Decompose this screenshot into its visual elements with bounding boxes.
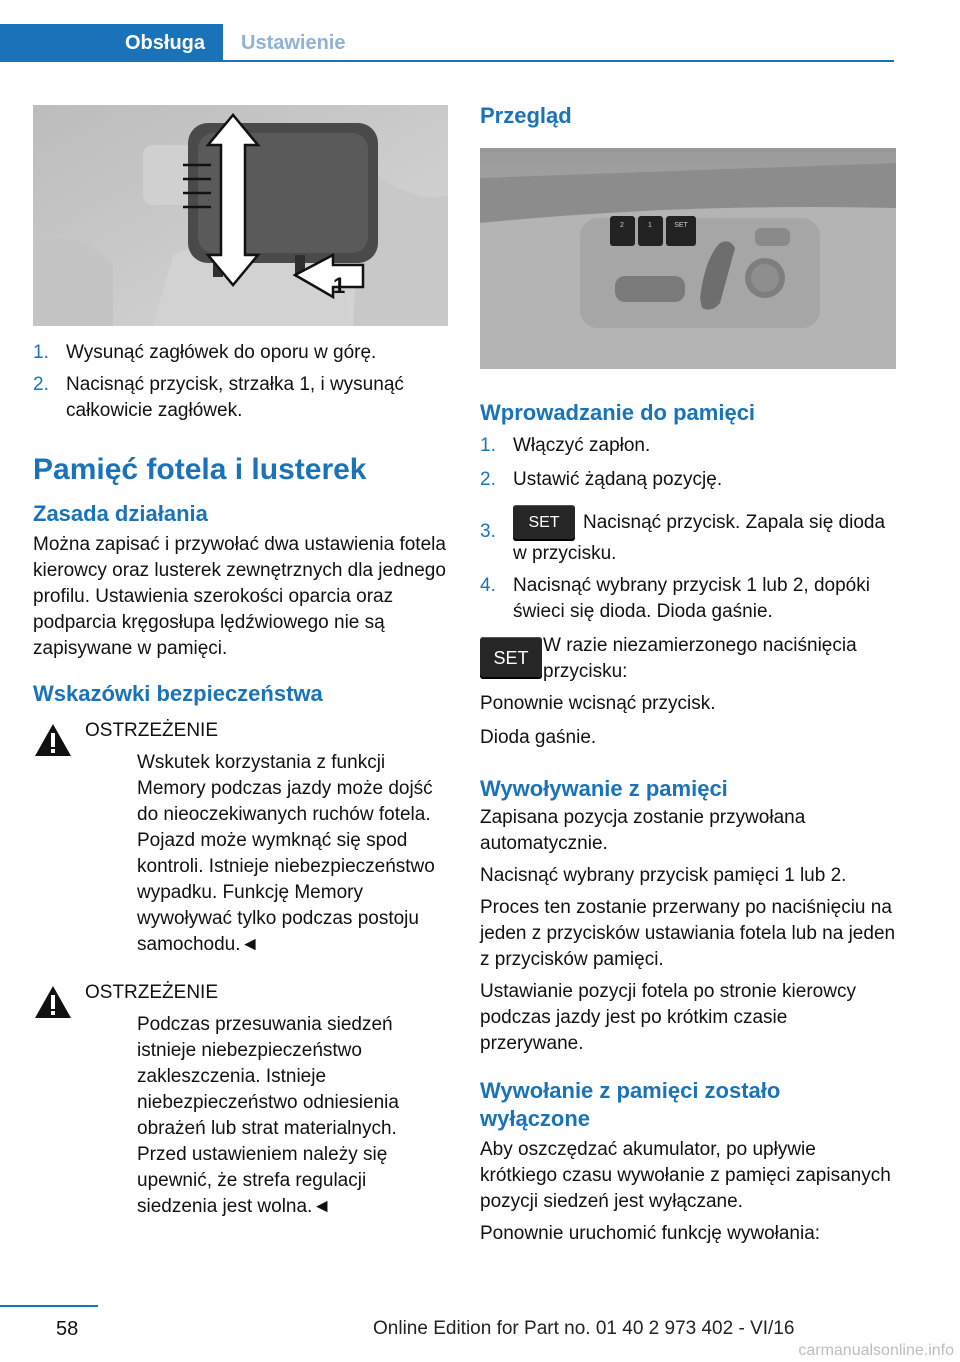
page-number: 58 [56, 1318, 79, 1340]
recall-text: Nacisnąć wybrany przycisk pamięci 1 lub 2. [480, 865, 847, 886]
watermark: carmanualsonline.info [798, 1342, 954, 1359]
accidental-text: W razie niezamierzonego naciśnięcia przycisku: [543, 635, 857, 682]
right-column [480, 100, 896, 1247]
list-item: 3. SET Nacisnąć przycisk. Zapala się dioda w przycisku. [480, 505, 896, 567]
recall-heading: Wywoływanie z pamięci [480, 776, 728, 801]
set-button: SET [480, 637, 542, 679]
photo-callout-label: 1 [333, 273, 346, 298]
edition-text: Online Edition for Part no. 01 40 2 973 402 - VI/16 [373, 1318, 795, 1339]
overview-heading: Przegląd [480, 103, 572, 128]
set-button: SET [513, 505, 575, 541]
warning-title: OSTRZEŻENIE [85, 982, 219, 1003]
principle-heading: Zasada działania [33, 501, 208, 526]
list-item: 4. Nacisnąć wybrany przycisk 1 lub 2, dopóki świeci się dioda. Dioda gaśnie. [480, 575, 870, 622]
headrest-photo [33, 105, 448, 326]
recall-text: Proces ten zostanie przerwany po naciśnięciu na jeden z przycisków ustawiania fotela lub na jeden z przycisków pamięci. [480, 897, 896, 970]
section-heading: Pamięć fotela i lusterek [33, 453, 367, 486]
tab-underline [223, 60, 894, 62]
headrest-steps [33, 340, 448, 424]
warning-triangle-icon [33, 984, 73, 1020]
tab-ustawienie[interactable]: Ustawienie [241, 31, 346, 54]
recall-text: Zapisana pozycja zostanie przywołana automatycznie. [480, 807, 806, 854]
list-item: 1. Wysunąć zagłówek do oporu w górę. [33, 342, 377, 363]
list-item: 2. Ustawić żądaną pozycję. [480, 469, 723, 490]
warning-block [33, 718, 448, 958]
disabled-text: Aby oszczędzać akumulator, po upływie krótkiego czasu wywołanie z pamięci zapisanych pozycji siedzeń jest wyłączane. [480, 1139, 891, 1212]
accidental-press-note [480, 633, 896, 685]
store-steps [480, 433, 896, 625]
safety-heading: Wskazówki bezpieczeństwa [33, 681, 323, 706]
left-column [33, 105, 448, 1220]
list-item: 2. Nacisnąć przycisk, strzałka 1, i wysunąć całkowicie zagłówek. [33, 374, 404, 421]
principle-text: Można zapisać i przywołać dwa ustawienia fotela kierowcy oraz lusterek zewnętrznych dla jednego profilu. Ustawienia szerokości oparcia oraz podparcia kręgosłupa lędźwiowego nie są zapisywane w pamięci. [33, 534, 446, 659]
footer-line [0, 1305, 98, 1307]
seat-controls-photo [480, 148, 896, 369]
led-off-text: Dioda gaśnie. [480, 727, 597, 748]
svg-text:1: 1 [648, 222, 652, 229]
warning-block [33, 980, 448, 1220]
warning-title: OSTRZEŻENIE [85, 720, 219, 741]
disabled-heading: Wywołanie z pamięci zostało wyłączone [480, 1078, 781, 1131]
svg-text:SET: SET [674, 222, 688, 229]
warning-text: Wskutek korzystania z funkcji Memory podczas jazdy może dojść do nieoczekiwanych ruchów fotela. Pojazd może wymknąć się spod kontroli. Istnieje niebezpieczeństwo wypadku. Funkcję Memory wywoływać tylko podczas postoju samochodu.◄ [137, 752, 435, 955]
warning-triangle-icon [33, 722, 73, 758]
list-item: 1. Włączyć zapłon. [480, 435, 651, 456]
warning-text: Podczas przesuwania siedzeń istnieje niebezpieczeństwo zakleszczenia. Istnieje niebezpieczeństwo odniesienia obrażeń lub strat materialnych. Przed ustawieniem należy się upewnić, że strefa regulacji siedzenia jest wolna.◄ [137, 1014, 399, 1217]
recall-text: Ustawianie pozycji fotela po stronie kierowcy podczas jazdy jest po krótkim czasie przerywane. [480, 981, 856, 1054]
headrest-illustration [33, 105, 448, 326]
seat-controls-illustration [480, 148, 896, 369]
store-heading: Wprowadzanie do pamięci [480, 400, 756, 425]
press-again-text: Ponownie wcisnąć przycisk. [480, 693, 716, 714]
section-tabs [0, 24, 894, 62]
svg-text:2: 2 [620, 222, 624, 229]
disabled-text: Ponownie uruchomić funkcję wywołania: [480, 1223, 821, 1244]
tab-obsluga[interactable]: Obsługa [0, 24, 223, 62]
